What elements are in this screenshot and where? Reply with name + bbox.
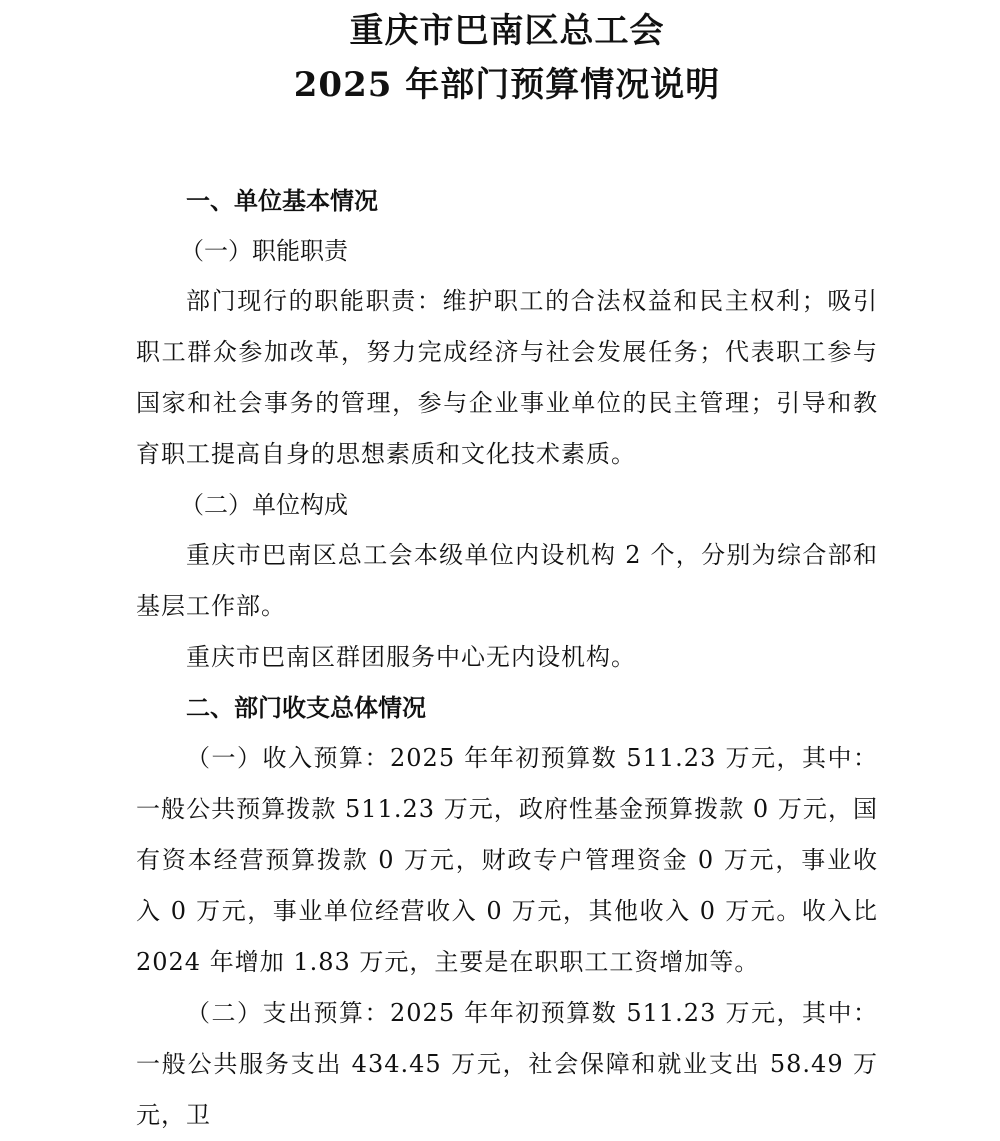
section1-sub1-heading: （一）职能职责 <box>180 237 348 265</box>
duties-paragraph: 部门现行的职能职责：维护职工的合法权益和民主权利；吸引职工群众参加改革，努力完成经济与社会发展任务；代表职工参与国家和社会事务的管理，参与企业事业单位的民主管理；引导和教育职工提高自身的思想素质和文化技术素质。 <box>136 287 878 468</box>
income-label: （一）收入预算 <box>186 744 365 772</box>
expense-label: （二）支出预算 <box>186 999 365 1027</box>
income-text: ：2025 年年初预算数 511.23 万元，其中：一般公共预算拨款 511.23 万元，政府性基金预算拨款 0 万元，国有资本经营预算拨款 0 万元，财政专户管理资金 0 万元，事业收入 0 万元，事业单位经营收入 0 万元，其他收入 0 万元。收入比 2024 年增加 1.83 万元，主要是在职职工工资增加等。 <box>136 744 878 976</box>
expense-text: ：2025 年年初预算数 511.23 万元，其中：一般公共服务支出 434.45 万元，社会保障和就业支出 58.49 万元，卫 <box>136 999 878 1129</box>
document-title-line1: 重庆市巴南区总工会 <box>349 11 665 51</box>
expense-paragraph <box>136 988 878 1141</box>
section1-heading: 一、单位基本情况 <box>186 186 378 215</box>
section2-heading: 二、部门收支总体情况 <box>186 693 426 722</box>
section1-sub2-heading: （二）单位构成 <box>180 491 348 519</box>
structure-paragraph-2: 重庆市巴南区群团服务中心无内设机构。 <box>186 643 636 671</box>
document-title-line2: 2025 年部门预算情况说明 <box>293 65 721 105</box>
income-paragraph <box>136 733 878 988</box>
structure-paragraph-1: 重庆市巴南区总工会本级单位内设机构 2 个，分别为综合部和基层工作部。 <box>136 541 878 620</box>
